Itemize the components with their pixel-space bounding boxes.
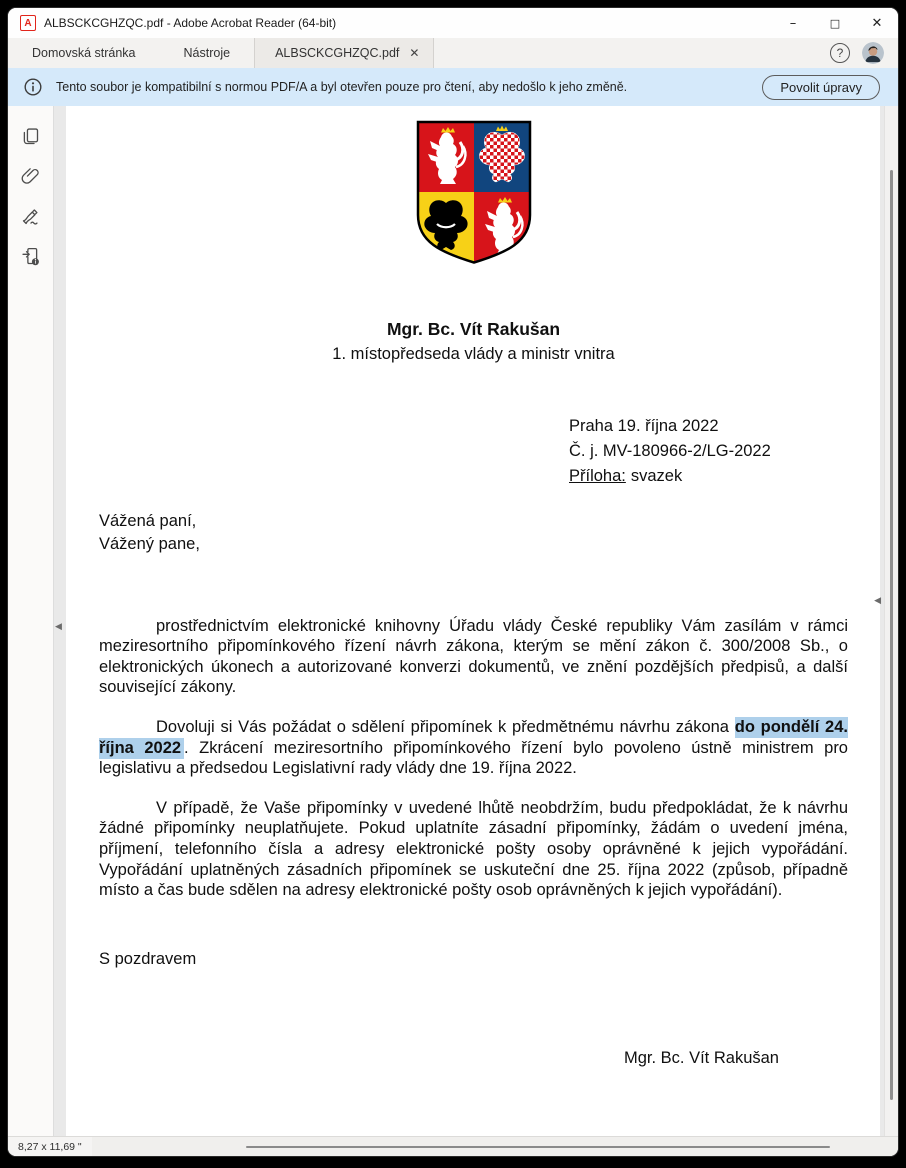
tab-home[interactable]: Domovská stránka <box>32 46 136 60</box>
letterhead-title: 1. místopředseda vlády a ministr vnitra <box>332 344 615 363</box>
paragraph-2-text: Dovoluji si Vás požádat o sdělení připomínek k předmětnému návrhu zákona <box>156 717 735 736</box>
signature-button[interactable] <box>17 204 45 228</box>
tab-document[interactable] <box>254 38 434 68</box>
closing-line: S pozdravem <box>99 949 197 968</box>
tab-tools[interactable]: Nástroje <box>183 46 231 60</box>
paragraph-3: V případě, že Vaše připomínky v uvedené lhůtě neobdržím, budu předpokládat, že k návrhu žádné připomínky neuplatňujete. Pokud uplatníte zásadní připomínky, žádám o uvedení jména, příjmení, telefonního čísla a adresy elektronické pošty osoby oprávněné k jejich vypořádání. Vypořádání uplatněných zásadních připomínek se uskuteční dne 25. října 2022 (způsob, případně místo a čas bude sdělen na adresy elektronické pošty osob oprávněných k jejich vypořádání). <box>99 798 848 900</box>
title-bar <box>8 8 898 38</box>
vertical-scrollbar-thumb[interactable] <box>890 170 893 1100</box>
letterhead-name: Mgr. Bc. Vít Rakušan <box>386 318 561 339</box>
avatar[interactable] <box>862 42 884 64</box>
salutation-block <box>99 510 848 556</box>
letter-attachment-line <box>569 464 848 489</box>
highlighted-deadline: do pondělí 24. října 2022 <box>99 717 848 757</box>
page-thumbnails-button[interactable] <box>17 124 45 148</box>
maximize-button[interactable]: □ <box>814 8 856 38</box>
attachments-button[interactable] <box>17 164 45 188</box>
document-viewer[interactable] <box>54 106 898 1136</box>
window-controls <box>772 8 898 38</box>
minimize-button[interactable]: – <box>772 8 814 38</box>
paragraph-2 <box>99 717 848 779</box>
paragraph-1: prostřednictvím elektronické knihovny Úřadu vlády České republiky Vám zasílám v rámci meziresortního připomínkového řízení návrh zákona, kterým se mění zákon č. 300/2008 Sb., o elektronických úkonech a autorizované konverzi dokumentů, ve znění pozdějších předpisů, a další související zákony. <box>99 616 848 697</box>
pdfa-notification-bar <box>8 68 898 106</box>
signature-name: Mgr. Bc. Vít Rakušan <box>624 1049 779 1068</box>
tab-bar-right <box>830 38 898 68</box>
acrobat-app-icon: A <box>20 15 36 31</box>
open-right-pane-icon[interactable]: ◀ <box>874 596 881 606</box>
left-tool-strip <box>8 106 54 1136</box>
page-size-indicator: 8,27 x 11,69 " <box>8 1137 92 1156</box>
paragraph-2-continuation: . Zkrácení meziresortního připomínkového řízení bylo povoleno ústně ministrem pro legislativu a předsedou Legislativní rady vlády dne 19. října 2022. <box>99 738 848 778</box>
attachment-label: Příloha: <box>569 466 626 485</box>
tab-close-icon[interactable]: ✕ <box>409 46 420 60</box>
paperclip-icon <box>20 166 41 187</box>
page-thumbnails-icon <box>20 126 41 147</box>
export-file-button[interactable] <box>17 244 45 268</box>
letter-meta-block <box>569 414 848 489</box>
help-button[interactable] <box>830 43 850 63</box>
letter-reference-number: Č. j. MV-180966-2/LG-2022 <box>569 441 771 460</box>
notification-message: Tento soubor je kompatibilní s normou PDF/A a byl otevřen pouze pro čtení, aby nedošlo k jeho změně. <box>56 80 628 94</box>
pdf-page <box>66 106 880 1136</box>
enable-editing-button[interactable]: Povolit úpravy <box>762 75 880 100</box>
signature-pen-icon <box>20 206 41 227</box>
window-title: ALBSCKCGHZQC.pdf - Adobe Acrobat Reader (64-bit) <box>44 16 337 30</box>
collapse-left-pane-icon[interactable]: ◀ <box>55 622 62 632</box>
salutation-line-2: Vážený pane, <box>99 534 200 553</box>
main-area <box>8 106 898 1136</box>
letter-place-date: Praha 19. října 2022 <box>569 416 719 435</box>
vertical-scrollbar[interactable] <box>884 106 898 1136</box>
status-bar <box>8 1136 898 1156</box>
close-button[interactable]: ✕ <box>856 8 898 38</box>
horizontal-scrollbar[interactable] <box>246 1146 830 1148</box>
czech-coat-of-arms <box>413 117 535 273</box>
export-file-info-icon <box>20 246 41 267</box>
acrobat-window <box>8 8 898 1156</box>
help-icon: ? <box>836 46 844 60</box>
info-icon <box>24 78 42 96</box>
avatar-photo-icon <box>862 42 884 64</box>
salutation-line-1: Vážená paní, <box>99 511 197 530</box>
tab-bar <box>8 38 898 68</box>
tab-document-label: ALBSCKCGHZQC.pdf <box>275 46 400 60</box>
attachment-value: svazek <box>630 466 683 485</box>
